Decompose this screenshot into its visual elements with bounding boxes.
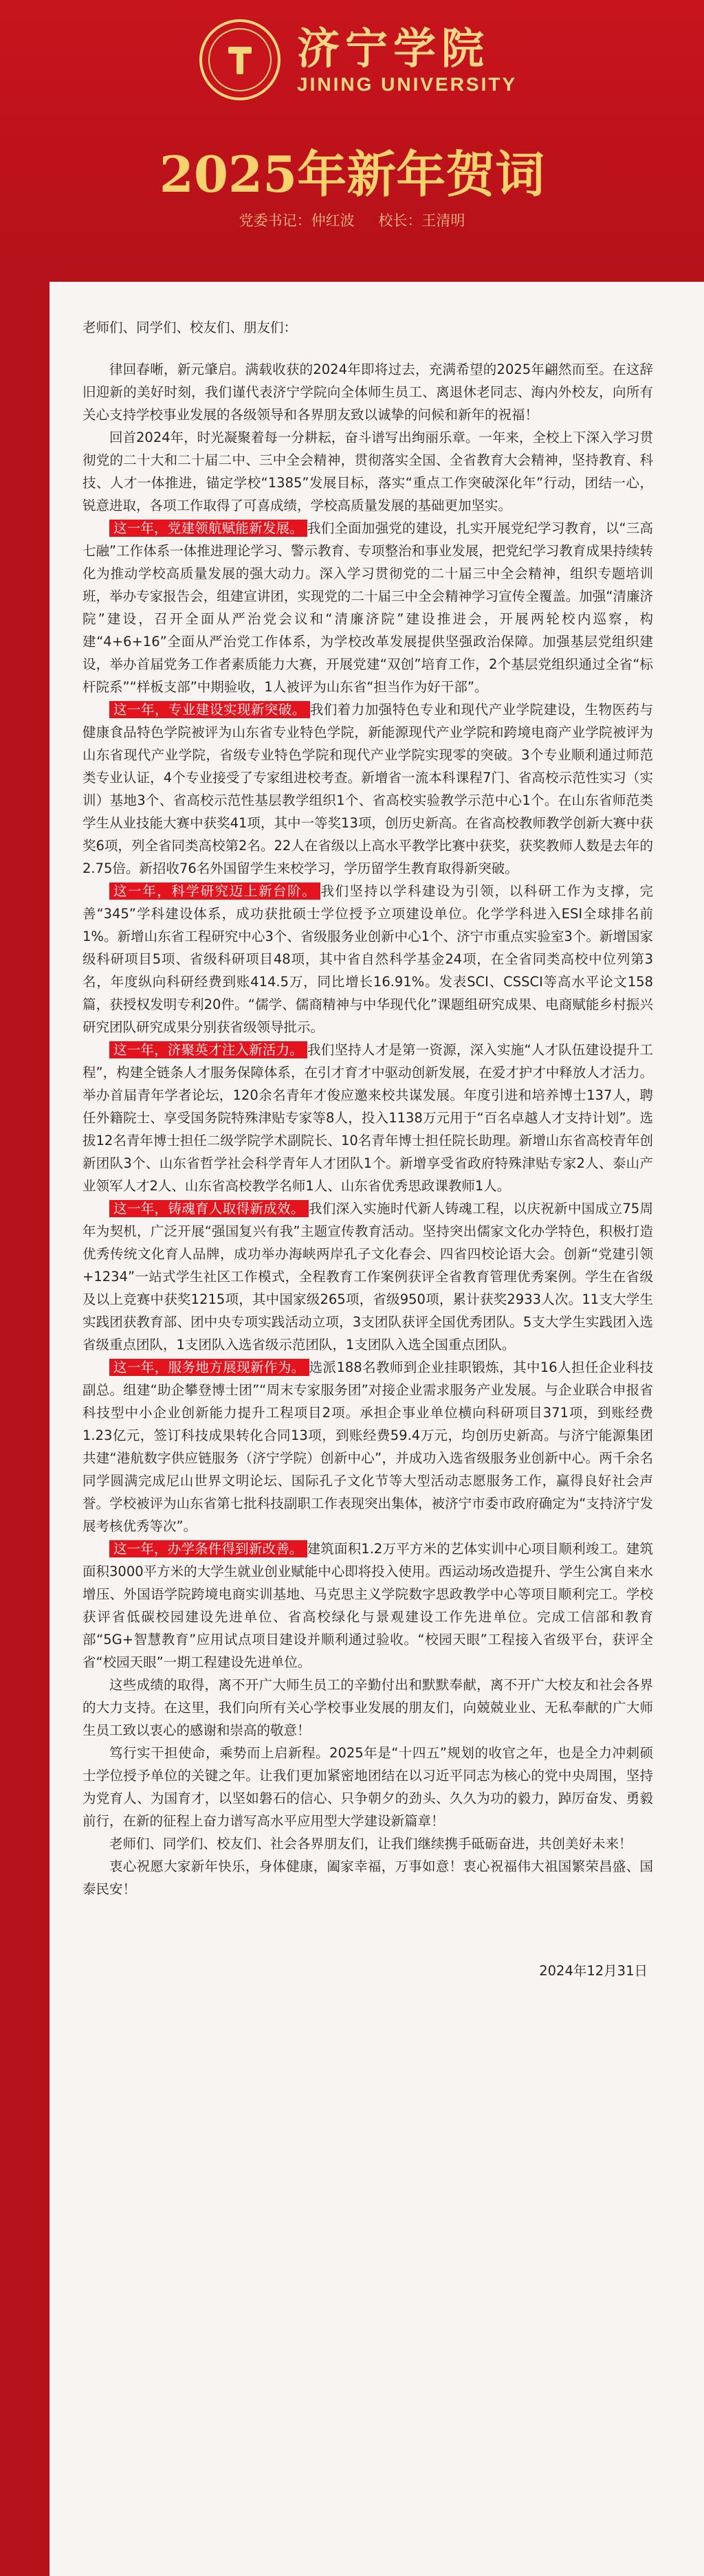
paragraph bbox=[82, 1039, 653, 1197]
paragraph-text: 笃行实干担使命，乘势而上启新程。2025年是“十四五”规划的收官之年，也是全力冲刺硕士学位授予单位的关键之年。让我们更加紧密地团结在以习近平同志为核心的党中央周围，坚持为党育人、为国育才，以坚如磐石的信心、只争朝夕的劲头、久久为功的毅力，踔厉奋发、勇毅前行，在新的征程上奋力谱写高水平应用型大学建设新篇章！ bbox=[82, 1745, 653, 1829]
paragraph-highlight: 这一年，专业建设实现新突破。 bbox=[109, 701, 310, 718]
letter-content bbox=[82, 316, 653, 1982]
paragraph bbox=[82, 1832, 653, 1855]
paragraph-highlight: 这一年，济聚英才注入新活力。 bbox=[109, 1041, 307, 1058]
paragraph-highlight: 这一年，办学条件得到新改善。 bbox=[109, 1540, 307, 1557]
letter-date: 2024年12月31日 bbox=[539, 1963, 648, 1979]
university-seal-icon bbox=[199, 19, 280, 100]
paragraph-highlight: 这一年，铸魂育人取得新成效。 bbox=[109, 1200, 309, 1217]
letter-paper bbox=[50, 282, 704, 2576]
header-banner bbox=[0, 0, 704, 254]
paragraph bbox=[82, 517, 653, 698]
paragraph-text: 我们着力加强特色专业和现代产业学院建设，生物医药与健康食品特色学院被评为山东省专业特色学院，新能源现代产业学院和跨境电商产业学院被评为山东省现代产业学院，省级专业特色学院和现代产业学院实现零的突破。3个专业顺利通过师范类专业认证，4个专业接受了专家组进校考查。新增省一流本科课程7门、省高校示范性实习（实训）基地3个、省高校示范性基层教学组织1个、省高校实验教学示范中心1个。在山东省师范类学生从业技能大赛中获奖41项，其中一等奖13项，创历史新高。在省高校教师教学创新大赛中获奖6项，列全省同类高校第2名。22人在省级以上高水平教学比赛中获奖，获奖教师人数是去年的2.75倍。新招收76名外国留学生来校学习，学历留学生教育取得新突破。 bbox=[82, 702, 653, 876]
paragraph bbox=[82, 1197, 653, 1356]
logo bbox=[199, 19, 517, 100]
paragraph-text: 回首2024年，时光凝聚着每一分耕耘，奋斗谱写出绚丽乐章。一年来，全校上下深入学习贯彻党的二十大和二十届二中、三中全会精神，贯彻落实全国、全省教育大会精神，坚持教育、科技、人才一体推进，锚定学校“1385”发展目标，落实“重点工作突破深化年”行动，团结一心，锐意进取，各项工作取得了可喜成绩，学校高质量发展的基础更加坚实。 bbox=[82, 430, 653, 513]
paragraph-text: 选派188名教师到企业挂职锻炼，其中16人担任企业科技副总。组建“助企攀登博士团”“周末专家服务团”对接企业需求服务产业发展。与企业联合申报省科技型中小企业创新能力提升工程项目2项。承担企事业单位横向科研项目371项，到账经费1.23亿元，签订科技成果转化合同13项，到账经费59.4万元，均创历史新高。与济宁能源集团共建“港航数字供应链服务（济宁学院）创新中心”，并成功入选省级服务业创新中心。两千余名同学圆满完成尼山世界文明论坛、国际孔子文化节等大型活动志愿服务工作，赢得良好社会声誉。学校被评为山东省第七批科技副职工作表现突出集体，被济宁市委市政府确定为“支持济宁发展考核优秀等次”。 bbox=[82, 1359, 653, 1534]
president: 校长：王清明 bbox=[378, 212, 465, 229]
paragraph-text: 我们坚持以学科建设为引领，以科研工作为支撑，完善“345”学科建设体系，成功获批硕士学位授予立项建设单位。化学学科进入ESI全球排名前1%。新增山东省工程研究中心3个、省级服务业创新中心1个、济宁市重点实验室3个。新增国家级科研项目5项、省级科研项目48项，其中省自然科学基金24项，在全省同类高校中位列第3名，年度纵向科研经费到账414.5万，同比增长16.91%。发表SCI、CSSCI等高水平论文158篇，获授权发明专利20件。“儒学、儒商精神与中华现代化”课题组研究成果、电商赋能乡村振兴研究团队研究成果分别获省级领导批示。 bbox=[82, 883, 653, 1035]
paragraph bbox=[82, 1742, 653, 1832]
paragraph-highlight: 这一年，党建领航赋能新发展。 bbox=[109, 520, 307, 537]
paragraph bbox=[82, 1674, 653, 1742]
paragraph-text: 老师们、同学们、校友们、社会各界朋友们，让我们继续携手砥砺奋进，共创美好未来！ bbox=[109, 1836, 632, 1852]
logo-name-en: JINING UNIVERSITY bbox=[297, 74, 518, 95]
paragraph-highlight: 这一年，服务地方展现新作为。 bbox=[109, 1359, 309, 1376]
paragraph bbox=[82, 426, 653, 517]
paragraph bbox=[82, 358, 653, 426]
party-secretary: 党委书记：仲红波 bbox=[239, 212, 355, 229]
salutation: 老师们、同学们、校友们、朋友们： bbox=[82, 320, 298, 335]
paragraph bbox=[82, 880, 653, 1039]
paragraph-text: 我们深入实施时代新人铸魂工程，以庆祝新中国成立75周年为契机，广泛开展“强国复兴有我”主题宣传教育活动。坚持突出儒家文化办学特色，积极打造优秀传统文化育人品牌，成功举办海峡两岸孔子文化春会、四省四校论语大会。创新“党建引领+1234”一站式学生社区工作模式，全程教育工作案例获评全省教育管理优秀案例。学生在省级及以上竞赛中获奖1215项，其中国家级265项，省级950项，累计获奖2933人次。11支大学生实践团获教育部、团中央专项实践活动立项，3支团队获评全国优秀团队。5支大学生实践团入选省级重点团队，1支团队入选省级示范团队，1支团队入选全国重点团队。 bbox=[82, 1201, 653, 1353]
paragraph bbox=[82, 1356, 653, 1537]
paragraph bbox=[82, 1537, 653, 1674]
paragraph-text: 建筑面积1.2万平方米的艺体实训中心项目顺利竣工。建筑面积3000平方米的大学生就业创业赋能中心即将投入使用。西运动场改造提升、学生公寓自来水增压、外国语学院跨境电商实训基地、马克思主义学院数字思政教学中心等项目顺利完工。学校获评省低碳校园建设先进单位、省高校绿化与景观建设工作先进单位。完成工信部和教育部“5G+智慧教育”应用试点项目建设并顺利通过验收。“校园天眼”工程接入省级平台，获评全省“校园天眼”一期工程建设先进单位。 bbox=[82, 1541, 653, 1670]
seal-mark-icon bbox=[224, 44, 256, 76]
paragraph-text: 衷心祝愿大家新年快乐，身体健康，阖家幸福，万事如意！衷心祝福伟大祖国繁荣昌盛、国泰民安！ bbox=[82, 1858, 653, 1897]
paragraph bbox=[82, 1855, 653, 1900]
paragraph-highlight: 这一年，科学研究迈上新台阶。 bbox=[109, 882, 320, 900]
signers bbox=[0, 210, 704, 230]
logo-text bbox=[297, 24, 517, 96]
paragraph bbox=[82, 698, 653, 880]
paragraph-text: 律回春晰，新元肇启。满载收获的2024年即将过去，充满希望的2025年翩然而至。在这辞旧迎新的美好时刻，我们谨代表济宁学院向全体师生员工、离退休老同志、海内外校友，向所有关心支持学校事业发展的各级领导和各界朋友致以诚挚的问候和新年的祝福！ bbox=[82, 362, 653, 423]
logo-name-cn: 济宁学院 bbox=[297, 23, 490, 74]
paragraphs bbox=[82, 358, 653, 1900]
paragraph-text: 这些成绩的取得，离不开广大师生员工的辛勤付出和默默奉献，离不开广大校友和社会各界的大力支持。在这里，我们向所有关心学校事业发展的朋友们，向兢兢业业、无私奉献的广大师生员工致以衷心的感谢和崇高的敬意！ bbox=[82, 1677, 653, 1738]
paragraph-text: 我们全面加强党的建设，扎实开展党纪学习教育，以“三高七融”工作体系一体推进理论学习、警示教育、专项整治和事业发展，把党纪学习教育成果持续转化为推动学校高质量发展的强大动力。深入学习贯彻党的二十届三中全会精神，组织专题培训班，举办专家报告会，组建宣讲团，实现党的二十届三中全会精神学习宣传全覆盖。加强“清廉济院”建设，召开全面从严治党会议和“清廉济院”建设推进会，开展两轮校内巡察，构建“4+6+16”全面从严治党工作体系，为学校改革发展提供坚强政治保障。加强基层党组织建设，举办首届党务工作者素质能力大赛，开展党建“双创”培育工作，2个基层党组织通过全省“标杆院系”“样板支部”中期验收，1人被评为山东省“担当作为好干部”。 bbox=[82, 520, 653, 695]
page-title: 2025年新年贺词 bbox=[159, 145, 545, 203]
paragraph-text: 我们坚持人才是第一资源，深入实施“人才队伍建设提升工程”，构建全链条人才服务保障体系，在引才育才中驱动创新发展，在爱才护才中释放人才活力。举办首届青年学者论坛，120余名青年才俊应邀来校共谋发展。年度引进和培养博士137人，聘任外籍院士、享受国务院特殊津贴专家等8人，投入1138万元用于“百名卓越人才支持计划”。选拔12名青年博士担任二级学院学术副院长、10名青年博士担任院长助理。新增山东省高校青年创新团队3个、山东省哲学社会科学青年人才团队1个。新增享受省政府特殊津贴专家2人、泰山产业领军人才2人、山东省高校教学名师1人、山东省优秀思政课教师1人。 bbox=[82, 1042, 653, 1194]
